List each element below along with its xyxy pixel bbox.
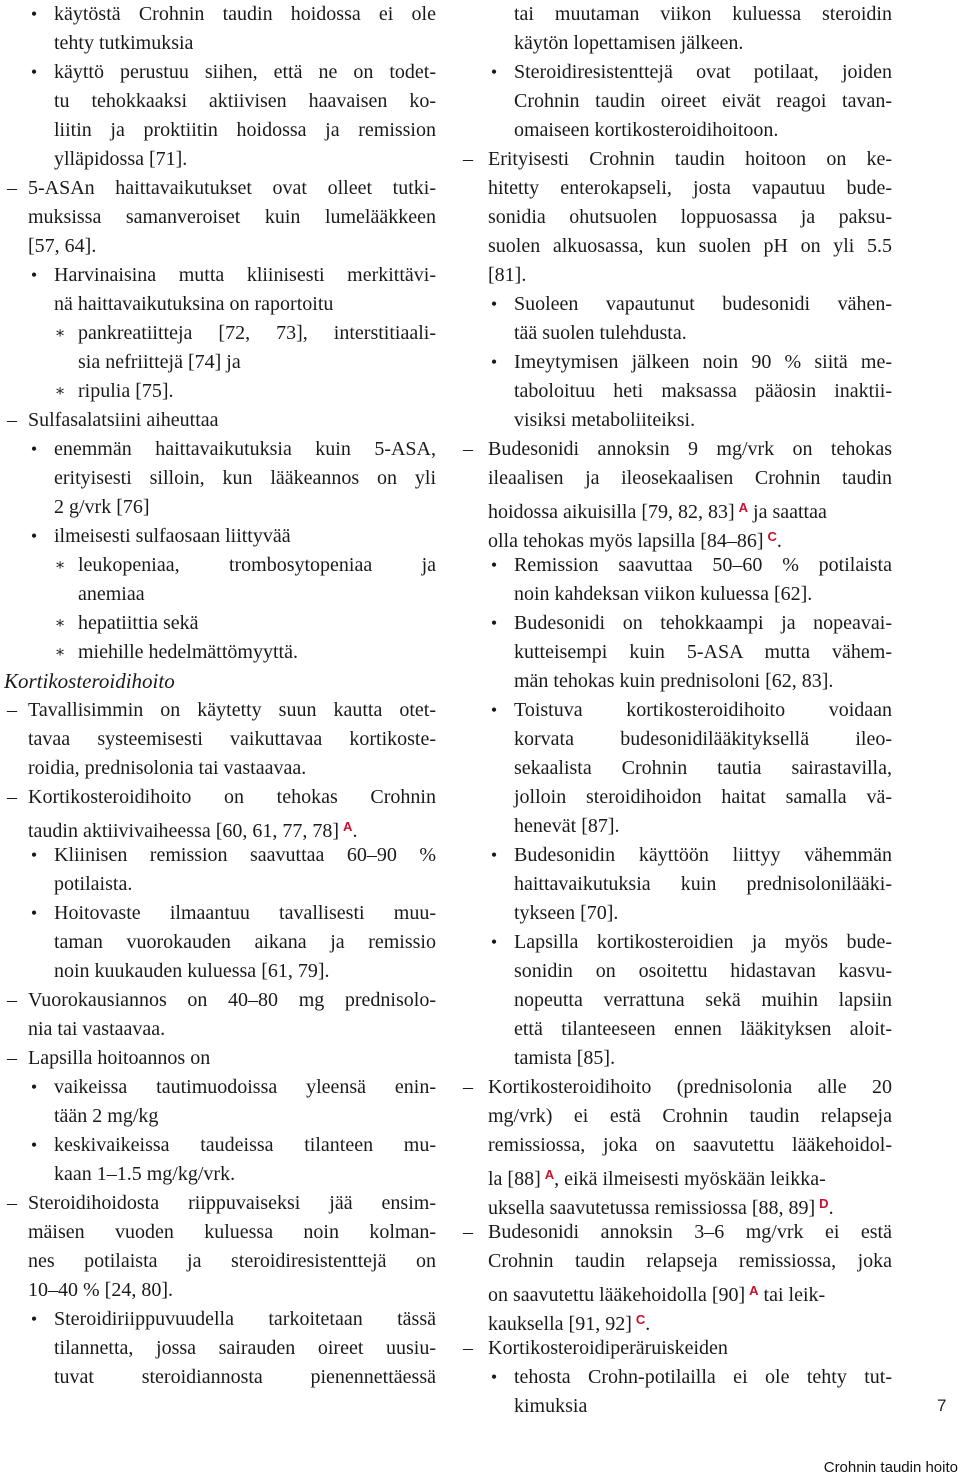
text-line: • Steroidiresistenttejä ovat potilaat, joiden (460, 58, 892, 87)
bullet-marker: • (30, 1135, 38, 1155)
text-line: tu tehokkaaksi aktiivisen haavaisen ko- (54, 90, 436, 112)
bullet-marker: • (490, 932, 498, 952)
bullet-marker: • (490, 294, 498, 314)
bullet-marker: • (30, 526, 38, 546)
text-line: tamista [85]. (514, 1047, 616, 1069)
text-line: mäisen vuoden kuluessa noin kolman- (28, 1221, 436, 1243)
text-line: kutteisempi kuin 5-ASA mutta vähem- (514, 641, 892, 663)
bullet-marker: • (30, 439, 38, 459)
text-line: • enemmän haittavaikutuksia kuin 5-ASA, (4, 435, 436, 464)
text-line: hitetty enterokapseli, josta vapautuu bude- (488, 177, 892, 199)
text-line: • Harvinaisina mutta kliinisesti merkittävi- (4, 261, 436, 290)
text-line: ylläpidossa [71]. (54, 148, 188, 170)
text-line: • Suoleen vapautunut budesonidi vähen- (460, 290, 892, 319)
dash-marker: – (7, 989, 17, 1011)
bullet-marker: • (30, 903, 38, 923)
text-line: tään 2 mg/kg (54, 1105, 159, 1127)
evidence-grade-a: A (544, 1167, 555, 1182)
star-marker: ∗ (54, 644, 66, 661)
text-line: • vaikeissa tautimuodoissa yleensä enin- (4, 1073, 436, 1102)
text-line: [81]. (488, 264, 527, 286)
section-heading: Kortikosteroidihoito (4, 669, 175, 693)
text-line: noin kuukauden kuluessa [61, 79]. (54, 960, 330, 982)
text-line: män tehokas kuin prednisoloni [62, 83]. (514, 670, 834, 692)
text-line: • Hoitovaste ilmaantuu tavallisesti muu- (4, 899, 436, 928)
evidence-grade-a: A (749, 1283, 759, 1298)
text-line: • ilmeisesti sulfaosaan liittyvää (4, 522, 436, 551)
text-line: ∗ miehille hedelmättömyyttä. (4, 638, 436, 667)
text-line: että tilanteeseen ennen lääkityksen aloit- (514, 1018, 892, 1040)
evidence-grade-c: C (635, 1312, 646, 1327)
text-line: olla tehokas myös lapsilla [84–86] $^C$. (488, 529, 782, 552)
text-line: – Budesonidi annoksin 3–6 mg/vrk ei estä (460, 1218, 892, 1247)
text-line: tavaa systeemisesti vaikuttavaa kortikoste- (28, 728, 436, 750)
text-line: ∗ pankreatiitteja [72, 73], interstitiaali- (4, 319, 436, 348)
text-line: tai muutaman viikon kuluessa steroidin (514, 3, 892, 25)
text-line: – Lapsilla hoitoannos on (4, 1044, 436, 1073)
bullet-marker: • (490, 555, 498, 575)
text-line: taudin aktiivivaiheessa [60, 61, 77, 78] $^A$. (28, 819, 358, 842)
text-line: jolloin steroidihoidon haitat samalla vä- (514, 786, 892, 808)
star-marker: ∗ (54, 383, 66, 400)
text-line: potilaista. (54, 873, 133, 895)
text-line: muksissa samanveroiset kuin lumelääkkeen (28, 206, 436, 228)
bullet-marker: • (30, 265, 38, 285)
text-line: – Kortikosteroidiperäruiskeiden (460, 1334, 892, 1363)
text-line: haittavaikutuksia kuin prednisolonilääki- (514, 873, 892, 895)
bullet-marker: • (30, 62, 38, 82)
text-line: – Tavallisimmin on käytetty suun kautta otet- (4, 696, 436, 725)
text-line: visiksi metaboliiteiksi. (514, 409, 696, 431)
text-line: anemiaa (78, 583, 145, 605)
bullet-marker: • (30, 1309, 38, 1329)
text-line: la [88] $^A$, eikä ilmeisesti myöskään leikka- (488, 1167, 826, 1190)
dash-marker: – (463, 1221, 473, 1243)
text-line: – Steroidihoidosta riippuvaiseksi jää ensim- (4, 1189, 436, 1218)
text-line: – Erityisesti Crohnin taudin hoitoon on ke- (460, 145, 892, 174)
dash-marker: – (7, 1047, 17, 1069)
text-line: nopeutta verrattuna sekä muihin lapsiin (514, 989, 892, 1011)
text-line: tehty tutkimuksia (54, 32, 194, 54)
star-marker: ∗ (54, 325, 66, 342)
evidence-grade-a: A (343, 819, 353, 834)
text-line: remissiossa, joka on saavutettu lääkehoidol- (488, 1134, 892, 1156)
text-line: ∗ ripulia [75]. (4, 377, 436, 406)
bullet-marker: • (490, 352, 498, 372)
text-line: – Sulfasalatsiini aiheuttaa (4, 406, 436, 435)
text-line: kaan 1–1.5 mg/kg/vrk. (54, 1163, 236, 1185)
bullet-marker: • (490, 845, 498, 865)
bullet-marker: • (490, 613, 498, 633)
text-line: sonidin on osoitettu hidastavan kasvu- (514, 960, 892, 982)
dash-marker: – (7, 699, 17, 721)
text-line: Crohnin taudin oireet eivät reagoi tavan- (514, 90, 892, 112)
evidence-grade-c: C (767, 529, 777, 544)
star-marker: ∗ (54, 557, 66, 574)
text-line: käytön lopettamisen jälkeen. (514, 32, 744, 54)
bullet-marker: • (490, 700, 498, 720)
dash-marker: – (7, 786, 17, 808)
text-line: 2 g/vrk [76] (54, 496, 150, 518)
text-line: sekaalista Crohnin tautia sairastavilla, (514, 757, 892, 779)
text-line: sonidia ohutsuolen loppuosassa ja paksu- (488, 206, 892, 228)
text-line: • käyttö perustuu siihen, että ne on todet- (4, 58, 436, 87)
text-line: • Toistuva kortikosteroidihoito voidaan (460, 696, 892, 725)
text-line: roidia, prednisolonia tai vastaavaa. (28, 757, 307, 779)
text-line: • Lapsilla kortikosteroidien ja myös bude- (460, 928, 892, 957)
text-line: • tehosta Crohn-potilailla ei ole tehty tut- (460, 1363, 892, 1392)
evidence-grade-a: A (738, 500, 749, 515)
right-column (460, 0, 892, 1421)
text-line: nes potilaista ja steroidiresistenttejä on (28, 1250, 436, 1272)
dash-marker: – (7, 1192, 17, 1214)
running-footer: Crohnin taudin hoito (823, 1459, 958, 1476)
text-line: – Budesonidi annoksin 9 mg/vrk on tehokas (460, 435, 892, 464)
text-line: kimuksia (514, 1395, 588, 1417)
text-line: liitin ja proktiitin hoidossa ja remission (54, 119, 436, 141)
text-line: omaiseen kortikosteroidihoitoon. (514, 119, 779, 141)
text-line: erityisesti silloin, kun lääkeannos on yli (54, 467, 436, 489)
text-line: taman vuorokauden aikana ja remissio (54, 931, 436, 953)
text-line: sia nefriittejä [74] ja (78, 351, 241, 373)
bullet-marker: • (30, 4, 38, 24)
star-marker: ∗ (54, 615, 66, 632)
text-line: • Imeytymisen jälkeen noin 90 % siitä me- (460, 348, 892, 377)
text-line: taboloituu heti maksassa pääosin inaktii- (514, 380, 892, 402)
text-line: tykseen [70]. (514, 902, 619, 924)
text-line: • keskivaikeissa taudeissa tilanteen mu- (4, 1131, 436, 1160)
text-line: ileaalisen ja ileosekaalisen Crohnin taudin (488, 467, 892, 489)
bullet-marker: • (30, 1077, 38, 1097)
text-line: – 5-ASAn haittavaikutukset ovat olleet tutki- (4, 174, 436, 203)
text-line: ∗ hepatiittia sekä (4, 609, 436, 638)
bullet-marker: • (30, 845, 38, 865)
dash-marker: – (7, 177, 17, 199)
text-line: hoidossa aikuisilla [79, 82, 83] $^A$ ja saattaa (488, 500, 827, 523)
text-line: henevät [87]. (514, 815, 620, 837)
text-line: suolen alkuosassa, kun suolen pH on yli 5.5 (488, 235, 892, 257)
text-line: [57, 64]. (28, 235, 97, 257)
dash-marker: – (463, 438, 473, 460)
evidence-grade-d: D (819, 1196, 829, 1211)
dash-marker: – (7, 409, 17, 431)
text-line: uksella saavutetussa remissiossa [88, 89] $^D$. (488, 1196, 834, 1219)
text-line: • Budesonidi on tehokkaampi ja nopeavai- (460, 609, 892, 638)
text-line: – Kortikosteroidihoito (prednisolonia alle 20 (460, 1073, 892, 1102)
text-line: Crohnin taudin relapseja remissiossa, joka (488, 1250, 892, 1272)
page-number: 7 (937, 1396, 947, 1415)
text-line: – Kortikosteroidihoito on tehokas Crohnin (4, 783, 436, 812)
text-line: noin kahdeksan viikon kuluessa [62]. (514, 583, 813, 605)
text-line: korvata budesonidilääkityksellä ileo- (514, 728, 892, 750)
text-line: tuvat steroidiannosta pienennettäessä (54, 1366, 436, 1388)
text-line: mg/vrk) ei estä Crohnin taudin relapseja (488, 1105, 892, 1127)
text-line: tää suolen tulehdusta. (514, 322, 687, 344)
left-column (4, 0, 436, 1392)
text-line: 10–40 % [24, 80]. (28, 1279, 173, 1301)
text-line: nia tai vastaavaa. (28, 1018, 166, 1040)
text-line: tilannetta, jossa sairauden oireet uusiu- (54, 1337, 436, 1359)
dash-marker: – (463, 1076, 473, 1098)
text-line: • Kliinisen remission saavuttaa 60–90 % (4, 841, 436, 870)
dash-marker: – (463, 148, 473, 170)
text-line: • Budesonidin käyttöön liittyy vähemmän (460, 841, 892, 870)
bullet-marker: • (490, 1367, 498, 1387)
text-line: • käytöstä Crohnin taudin hoidossa ei ole (4, 0, 436, 29)
text-line: – Vuorokausiannos on 40–80 mg prednisolo- (4, 986, 436, 1015)
dash-marker: – (463, 1337, 473, 1359)
text-line: • Remission saavuttaa 50–60 % potilaista (460, 551, 892, 580)
text-line: nä haittavaikutuksina on raportoitu (54, 293, 334, 315)
bullet-marker: • (490, 62, 498, 82)
text-line: kauksella [91, 92] $^C$. (488, 1312, 651, 1335)
text-line: on saavutettu lääkehoidolla [90] $^A$ tai leik- (488, 1283, 826, 1306)
text-line: • Steroidiriippuvuudella tarkoitetaan tässä (4, 1305, 436, 1334)
text-line: ∗ leukopeniaa, trombosytopeniaa ja (4, 551, 436, 580)
